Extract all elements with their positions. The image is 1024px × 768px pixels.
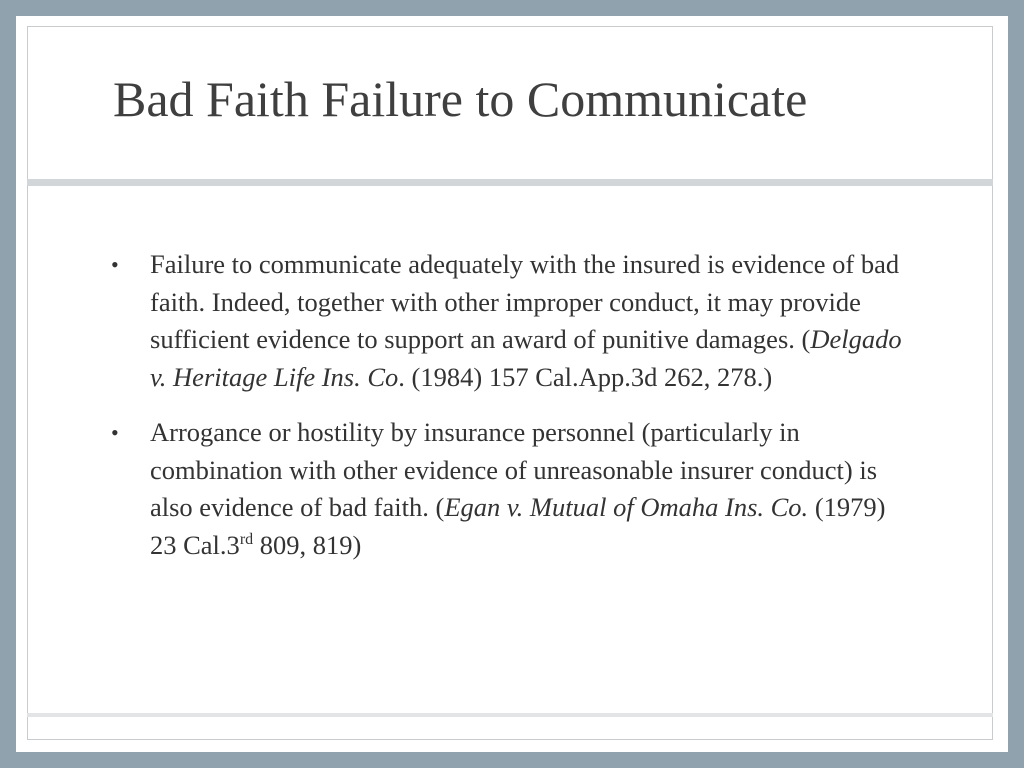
case-citation: Delgado v. Heritage Life Ins. Co [150, 324, 902, 392]
bullet-list [111, 246, 911, 582]
slide [16, 16, 1008, 752]
slide-title: Bad Faith Failure to Communicate [113, 71, 808, 127]
bullet-text-mid: (1979) 23 Cal.3 [150, 492, 886, 560]
bullet-item-2 [111, 414, 911, 564]
bullet-text: Arrogance or hostility by insurance personnel (particularly in combination with other evidence of unreasonable insurer conduct) is also evidence of bad faith. ( [150, 417, 878, 522]
superscript: rd [239, 530, 254, 548]
bullet-marker: • [111, 420, 119, 445]
bullet-text: Failure to communicate adequately with the insured is evidence of bad faith. Indeed, together with other improper conduct, it may provide sufficient evidence to support an award of punitive damages. ( [150, 249, 900, 354]
bullet-marker: • [111, 252, 119, 277]
case-citation: Egan v. Mutual of Omaha Ins. Co. [444, 492, 809, 522]
title-divider [27, 179, 993, 186]
bullet-text-end: . (1984) 157 Cal.App.3d 262, 278.) [398, 361, 773, 392]
footer-divider [27, 713, 993, 717]
bullet-text-end: 809, 819) [253, 529, 362, 560]
bullet-item-1 [111, 246, 911, 396]
